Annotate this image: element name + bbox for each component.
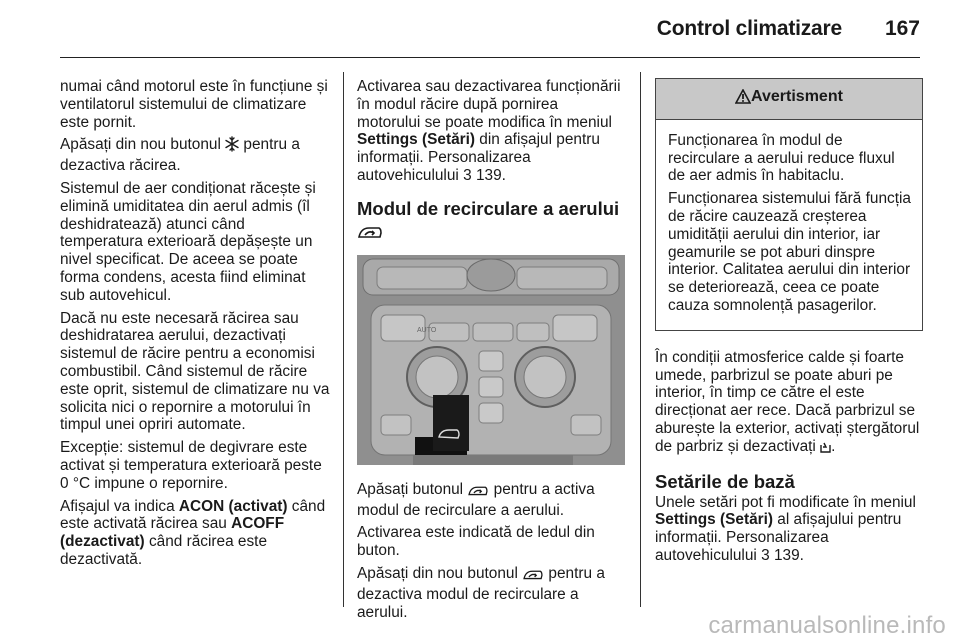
paragraph: Apăsați butonul pentru a activa modul de recirculare a aerului. xyxy=(357,480,595,519)
paragraph: Excepție: sistemul de degivrare este activat și temperatura exterioară peste 0 °C impune o repornire. xyxy=(60,439,322,492)
column-divider-2 xyxy=(640,72,641,607)
climate-control-panel-photo xyxy=(357,255,625,465)
paragraph: Apăsați din nou butonul pentru a dezactiva modul de recirculare a aerului. xyxy=(357,564,605,621)
acon-label: ACON (activat) xyxy=(178,497,288,515)
column-1 xyxy=(60,78,330,574)
warning-box xyxy=(655,78,923,331)
page-ref-arrow: 3 xyxy=(761,546,770,564)
paragraph: Activarea este indicată de ledul din buton. xyxy=(357,524,595,560)
paragraph: Dacă nu este necesară răcirea sau deshidratarea aerului, dezactivați sistemul de răcire pentru a economisi combustibil. Când sistemul de răcire este oprit, sistemul de climatizare nu va solicita nici o repornire a motorului în timpul unei opriri automate. xyxy=(60,309,330,434)
section-heading: Setările de bază xyxy=(655,470,795,492)
warning-text: Funcționarea în modul de recirculare a aerului reduce fluxul de aer admis în habitaclu. xyxy=(668,131,895,185)
section-heading: Modul de recirculare a aerului xyxy=(357,198,625,245)
acoff-label: ACOFF (dezactivat) xyxy=(60,515,285,551)
paragraph: În condiții atmosferice calde și foarte umede, parbrizul se poate aburi pe interior, în timp ce către el este direcționat aer rece. Dacă parbrizul se aburește la exterior, activați ștergătorul de parbriz și dezactivați . xyxy=(655,349,923,459)
paragraph: Unele setări pot fi modificate în meniul Settings (Setări) al afișajului pentru informații. Personalizarea autovehiculului 3 139. xyxy=(655,493,916,564)
settings-menu-label: Settings (Setări) xyxy=(655,511,774,529)
settings-menu-label: Settings (Setări) xyxy=(357,131,476,149)
page-number: 167 xyxy=(884,17,920,40)
warning-triangle-icon xyxy=(735,89,751,109)
header-divider xyxy=(60,57,920,58)
paragraph: Apăsați din nou butonul pentru a dezactiva răcirea. xyxy=(60,136,300,175)
auto-button-label: AUTO xyxy=(417,326,437,334)
recirculation-icon xyxy=(522,568,544,586)
warning-text: Funcționarea sistemului fără funcția de răcire cauzează creșterea umidității aerului din interior, iar geamurile se pot aburi dinspre interior. Calitatea aerului din interior se deteriorează, ceea ce poate cauza somnolență pasagerilor. xyxy=(668,190,911,314)
column-3 xyxy=(655,78,923,570)
warning-body xyxy=(656,120,922,330)
column-divider-1 xyxy=(343,72,344,607)
page-title: Control climatizare xyxy=(656,17,842,40)
recirculation-icon xyxy=(357,223,383,245)
paragraph: Afișajul va indica ACON (activat) când este activată răcirea sau ACOFF (dezactivat) când răcirea este dezactivată. xyxy=(60,497,326,568)
page-header xyxy=(0,0,960,60)
snowflake-icon xyxy=(225,136,239,157)
warning-title: Avertisment xyxy=(751,88,843,105)
watermark: carmanualsonline.info xyxy=(708,612,946,639)
column-2 xyxy=(357,78,625,626)
page-ref-arrow: 3 xyxy=(463,166,472,184)
defog-airflow-icon xyxy=(820,441,831,459)
paragraph: Activarea sau dezactivarea funcționării în modul răcire după pornirea motorului se poate modifica în meniul Settings (Setări) din afișajul pentru informații. Personalizarea autovehiculului 3 139. xyxy=(357,78,621,184)
warning-header xyxy=(656,79,922,120)
paragraph: numai când motorul este în funcțiune și ventilatorul sistemului de climatizare este pornit. xyxy=(60,78,328,131)
recirculation-icon xyxy=(467,484,489,502)
paragraph: Sistemul de aer condiționat răcește și elimină umiditatea din aerul admis (îl deshidratează) atunci când temperatura exterioară depășește un nivel specificat. De aceea se poate forma condens, acesta fiind eliminat sub autovehicul. xyxy=(60,179,316,304)
